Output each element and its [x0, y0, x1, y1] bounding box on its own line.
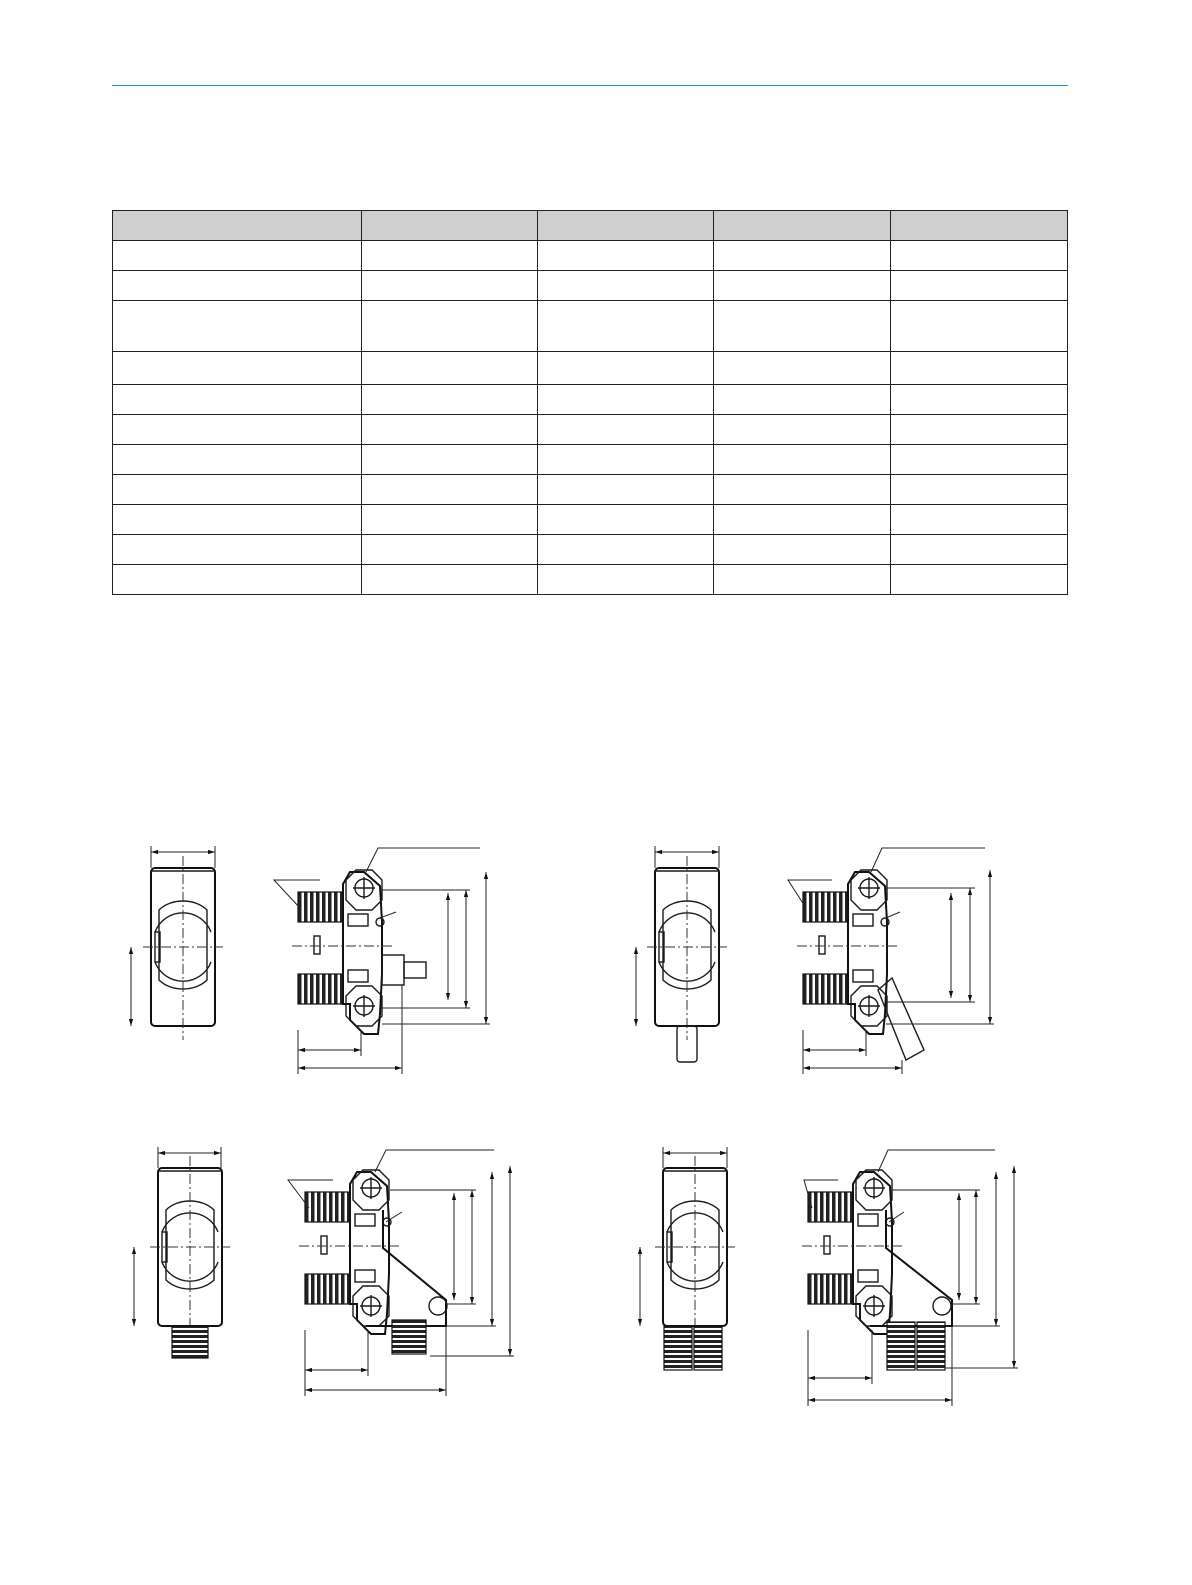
drawing-side-view-2 — [788, 848, 994, 1074]
drawing-front-view-1 — [131, 846, 223, 1040]
drawing-side-view-3 — [288, 1150, 514, 1396]
drawing-side-view-1 — [274, 848, 490, 1074]
drawing-front-view-4 — [640, 1147, 735, 1370]
drawing-front-view-2 — [636, 846, 727, 1062]
drawing-side-view-4 — [802, 1150, 1018, 1406]
drawing-front-view-3 — [134, 1147, 230, 1358]
